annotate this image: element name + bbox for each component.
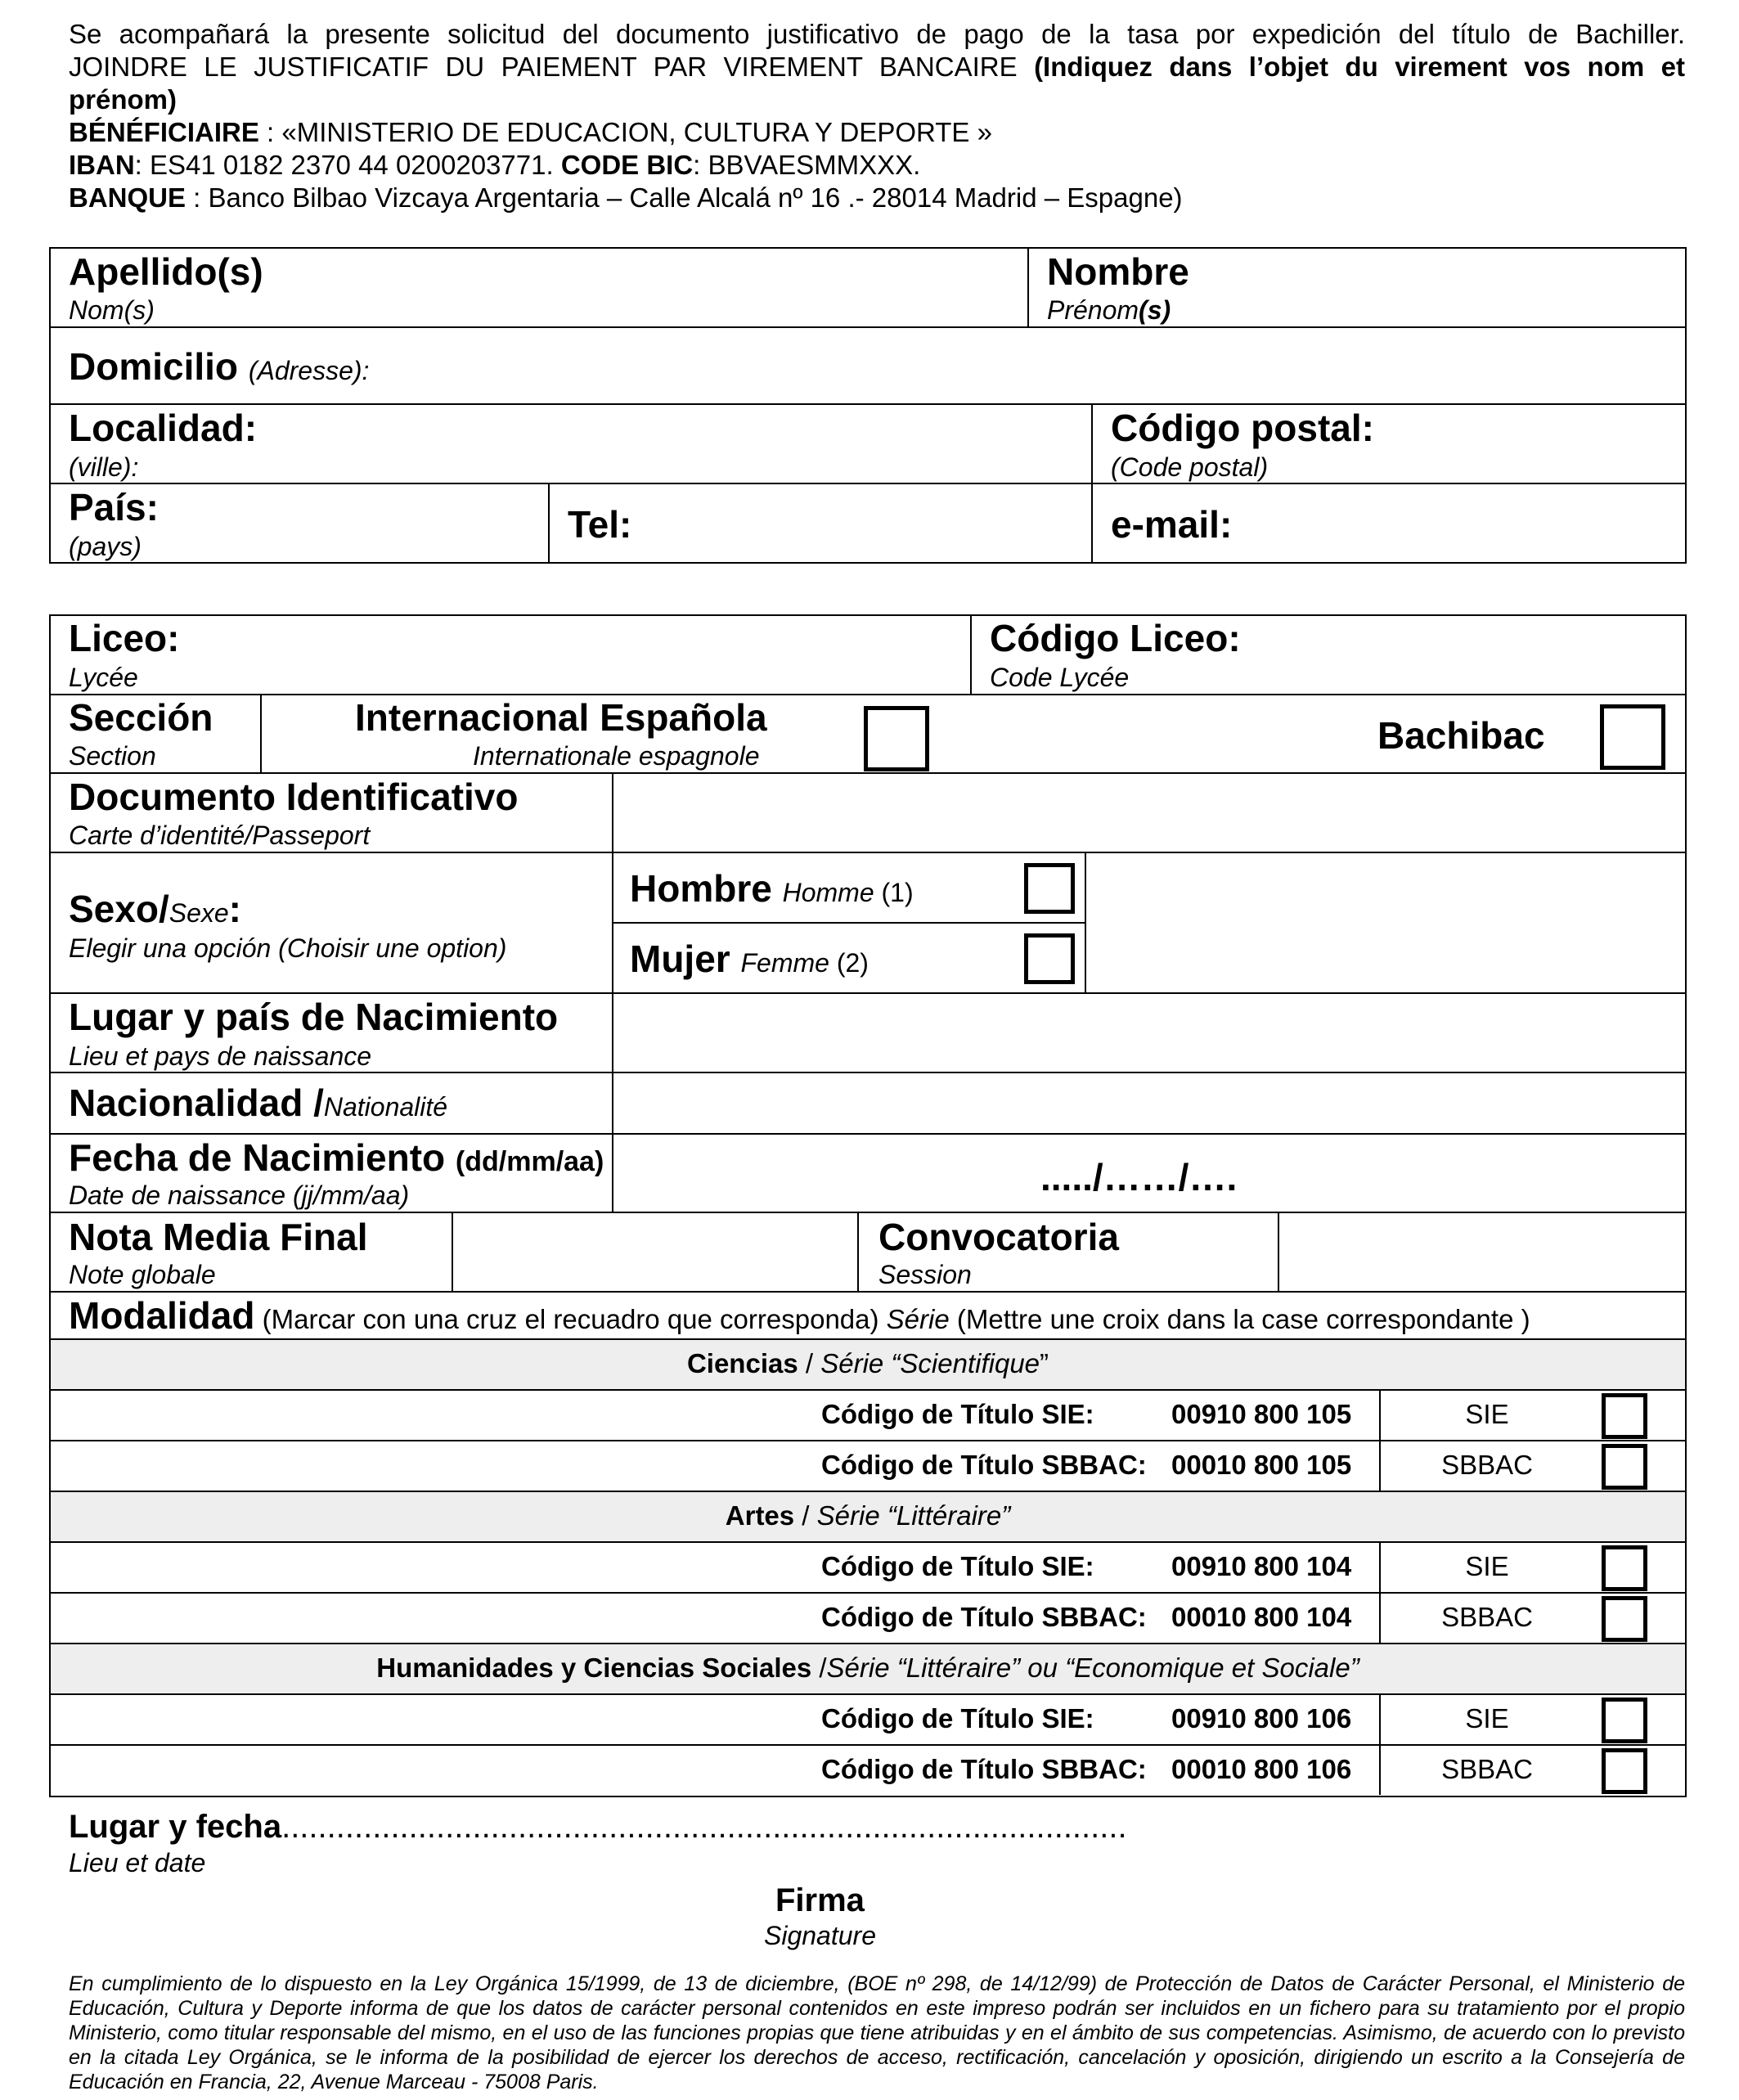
title-type-label: SBBAC: [1441, 1602, 1533, 1632]
title-type-label: SBBAC: [1441, 1754, 1533, 1784]
birthplace-label-fr: Lieu et pays de naissance: [69, 1041, 372, 1071]
id-document-label: Documento Identificativo: [69, 776, 519, 818]
beneficiary-line: BÉNÉFICIAIRE : «MINISTERIO DE EDUCACION, CULTURA Y DEPORTE »: [69, 117, 992, 147]
birthdate-label: Fecha de Nacimiento (dd/mm/aa): [69, 1136, 604, 1179]
male-checkbox[interactable]: [1024, 863, 1075, 914]
international-spanish-checkbox[interactable]: [864, 706, 929, 771]
email-label: e-mail:: [1111, 503, 1233, 546]
signature-label: Firma: [775, 1882, 865, 1918]
modality-section-title: Humanidades y Ciencias Sociales /Série “Littéraire” ou “Economique et Sociale”: [376, 1653, 1359, 1683]
title-code-value: 00910 800 104: [1171, 1551, 1352, 1581]
lycee-code-label-fr: Code Lycée: [990, 663, 1130, 692]
bank-line: BANQUE : Banco Bilbao Vizcaya Argentaria – Calle Alcalá nº 16 .- 28014 Madrid – Espagne): [69, 182, 1183, 213]
iban-line: IBAN: ES41 0182 2370 44 0200203771. CODE BIC: BBVAESMMXXX.: [69, 150, 921, 180]
place-date-label: Lugar y fecha.............................................................................................: [69, 1809, 1127, 1845]
title-code-value: 00910 800 106: [1171, 1703, 1352, 1734]
bachibac-label: Bachibac: [1377, 714, 1545, 757]
title-code-label: Código de Título SBBAC:: [821, 1754, 1147, 1784]
title-type-label: SIE: [1465, 1703, 1509, 1734]
surname-label-fr: Nom(s): [69, 295, 155, 325]
city-field[interactable]: [57, 407, 1086, 480]
email-field[interactable]: [1096, 486, 1678, 561]
modality-section-title: Ciencias / Série “Scientifique”: [686, 1348, 1049, 1378]
male-label: Hombre Homme (1): [630, 867, 914, 910]
postal-code-label: Código postal:: [1111, 407, 1374, 449]
birthplace-label: Lugar y país de Nacimiento: [69, 996, 559, 1038]
id-document-field[interactable]: [617, 776, 1678, 848]
title-code-label: Código de Título SIE:: [821, 1551, 1094, 1581]
section-label: Sección: [69, 696, 213, 739]
nationality-label: Nacionalidad /Nationalité: [69, 1081, 448, 1124]
modality-checkbox[interactable]: [1602, 1698, 1647, 1743]
title-code-label: Código de Título SBBAC:: [821, 1602, 1147, 1632]
lycee-field[interactable]: [57, 618, 965, 690]
sex-help: Elegir una opción (Choisir une option): [69, 933, 507, 963]
first-name-label: Nombre: [1047, 250, 1189, 293]
city-label-fr: (ville):: [69, 452, 139, 482]
title-code-label: Código de Título SIE:: [821, 1399, 1094, 1429]
surname-label: Apellido(s): [69, 250, 263, 293]
postal-code-field[interactable]: [1096, 407, 1678, 480]
header-line-2: JOINDRE LE JUSTIFICATIF DU PAIEMENT PAR VIREMENT BANCAIRE (Indiquez dans l’objet du virement vos nom et: [69, 52, 1685, 82]
modality-label: Modalidad (Marcar con una cruz el recuadro que corresponda) Série (Mettre une croix dans la case correspondante ): [69, 1294, 1530, 1337]
birthdate-field[interactable]: ...../……/….: [1040, 1156, 1238, 1198]
country-label: País:: [69, 486, 159, 528]
title-code-value: 00010 800 104: [1171, 1602, 1352, 1632]
first-name-label-fr: Prénom(s): [1047, 295, 1171, 325]
first-name-field[interactable]: [1032, 245, 1678, 323]
title-type-label: SIE: [1465, 1551, 1509, 1581]
session-label: Convocatoria: [878, 1216, 1119, 1258]
final-grade-label-fr: Note globale: [69, 1260, 216, 1289]
section-label-fr: Section: [69, 741, 156, 771]
title-type-label: SBBAC: [1441, 1450, 1533, 1480]
title-code-value: 00010 800 105: [1171, 1450, 1352, 1480]
place-date-label-fr: Lieu et date: [69, 1848, 206, 1877]
id-document-label-fr: Carte d’identité/Passeport: [69, 821, 371, 850]
privacy-notice: En cumplimiento de lo dispuesto en la Ley Orgánica 15/1999, de 13 de diciembre, (BOE nº 298, de 14/12/99) de Protección de Datos de Carácter Personal, el Ministerio de Educación, Cultura y Deporte informa de que los datos de carácter personal contenidos en este impreso podrán ser incluidos en un fichero para su tratamiento por el propio Ministerio, como titular responsable del mismo, en el uso de las funciones propias que tiene atribuidas y en el ámbito de sus competencias. Asimismo, de acuerdo con lo previsto en la citada Ley Orgánica, se le informa de la posibilidad de ejercer los derechos de acceso, rectificación, cancelación y oposición, dirigiendo un escrito a la Consejería de Educación en Francia, 22, Avenue Marceau - 75008 Paris.: [69, 1972, 1685, 2093]
female-label: Mujer Femme (2): [630, 938, 869, 980]
title-code-label: Código de Título SBBAC:: [821, 1450, 1147, 1480]
header-line-1: Se acompañará la presente solicitud del documento justificativo de pago de la tasa por expedición del título de Bachiller.: [69, 19, 1685, 49]
session-label-fr: Session: [878, 1260, 972, 1289]
postal-code-label-fr: (Code postal): [1111, 452, 1269, 482]
title-code-label: Código de Título SIE:: [821, 1703, 1094, 1734]
final-grade-label: Nota Media Final: [69, 1216, 368, 1258]
modality-checkbox[interactable]: [1602, 1444, 1647, 1490]
nationality-field[interactable]: [617, 1075, 1678, 1130]
title-code-value: 00010 800 106: [1171, 1754, 1352, 1784]
phone-label: Tel:: [568, 503, 632, 546]
lycee-label: Liceo:: [69, 617, 180, 659]
international-spanish-label-fr: Internationale espagnole: [473, 741, 760, 771]
international-spanish-label: Internacional Española: [355, 696, 767, 739]
modality-checkbox[interactable]: [1602, 1393, 1647, 1439]
address-field[interactable]: [57, 330, 1677, 400]
title-code-value: 00910 800 105: [1171, 1399, 1352, 1429]
birthdate-label-fr: Date de naissance (jj/mm/aa): [69, 1180, 410, 1210]
session-field[interactable]: [1283, 1215, 1678, 1288]
modality-checkbox[interactable]: [1602, 1545, 1647, 1591]
sex-label: Sexo/Sexe:: [69, 888, 241, 930]
phone-field[interactable]: [553, 486, 1086, 561]
final-grade-field[interactable]: [456, 1215, 852, 1288]
modality-checkbox[interactable]: [1602, 1596, 1647, 1642]
country-field[interactable]: [57, 486, 543, 561]
modality-checkbox[interactable]: [1602, 1748, 1647, 1794]
birthplace-field[interactable]: [617, 996, 1678, 1068]
header-line-3: prénom): [69, 84, 177, 115]
lycee-code-label: Código Liceo:: [990, 617, 1241, 659]
bachibac-checkbox[interactable]: [1600, 704, 1665, 770]
lycee-label-fr: Lycée: [69, 663, 138, 692]
modality-section-title: Artes / Série “Littéraire”: [725, 1500, 1011, 1531]
female-checkbox[interactable]: [1024, 933, 1075, 984]
city-label: Localidad:: [69, 407, 258, 449]
address-label: Domicilio (Adresse):: [69, 345, 370, 388]
surname-field[interactable]: [57, 245, 1022, 323]
signature-label-fr: Signature: [764, 1921, 876, 1950]
title-type-label: SIE: [1465, 1399, 1509, 1429]
country-label-fr: (pays): [69, 532, 142, 561]
lycee-code-field[interactable]: [975, 618, 1678, 690]
